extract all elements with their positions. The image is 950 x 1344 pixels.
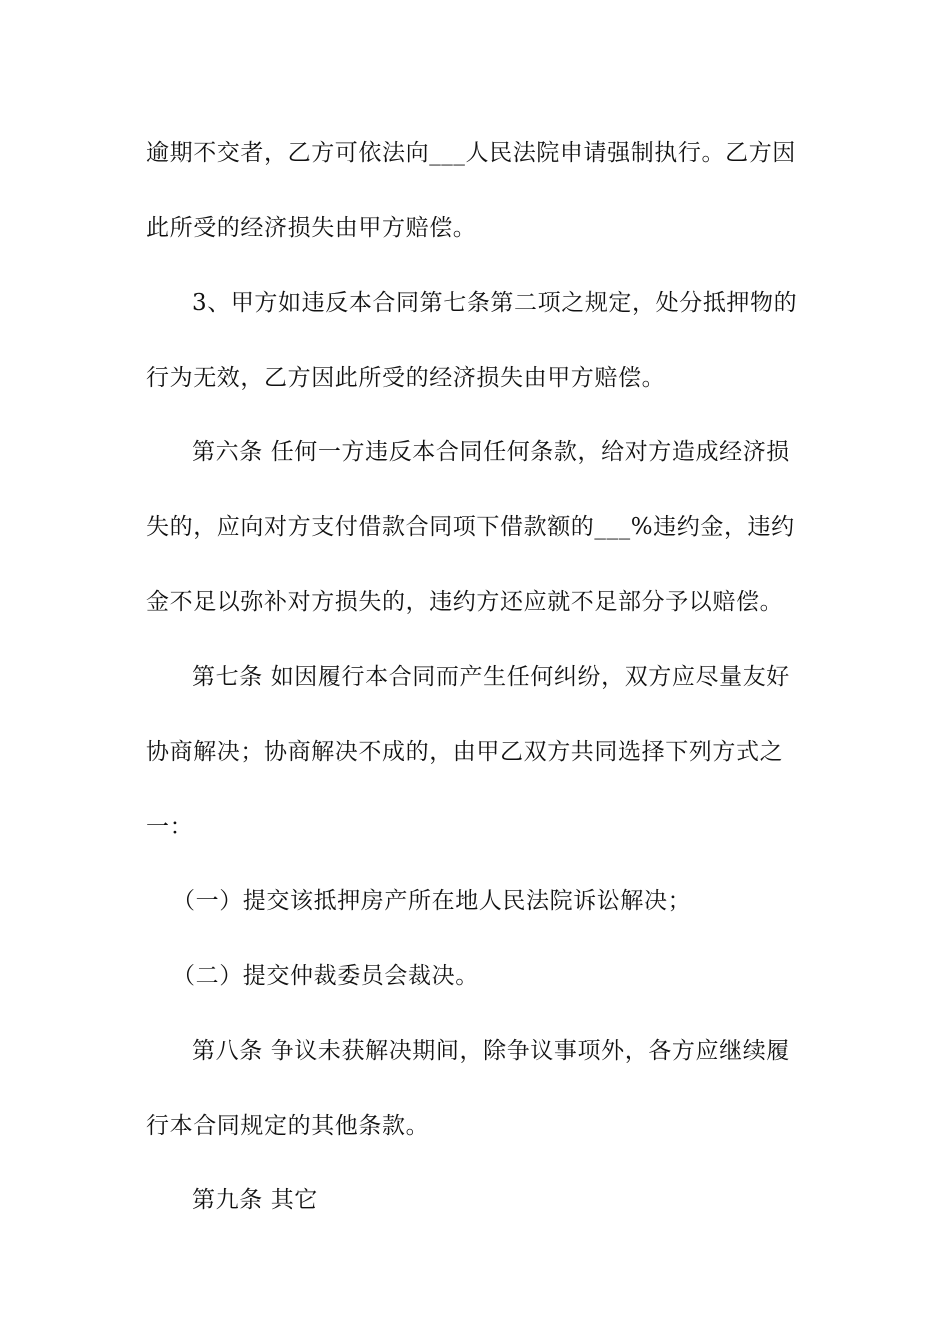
article-7-line: 第七条 如因履行本合同而产生任何纠纷，双方应尽量友好 [192, 664, 790, 690]
text-line: 一： [146, 814, 194, 840]
text-line: 3、甲方如违反本合同第七条第二项之规定，处分抵押物的 [192, 290, 798, 316]
text-line: 逾期不交者，乙方可依法向___人民法院申请强制执行。乙方因 [146, 140, 796, 166]
article-6-line: 第六条 任何一方违反本合同任何条款，给对方造成经济损 [192, 439, 790, 465]
list-item: （一）提交该抵押房产所在地人民法院诉讼解决； [172, 888, 692, 914]
list-item: （二）提交仲裁委员会裁决。 [172, 963, 479, 989]
text-line: 协商解决；协商解决不成的，由甲乙双方共同选择下列方式之 [146, 739, 784, 765]
article-8-line: 第八条 争议未获解决期间，除争议事项外，各方应继续履 [192, 1038, 790, 1064]
text-line: 行为无效，乙方因此所受的经济损失由甲方赔偿。 [146, 365, 666, 391]
text-line: 行本合同规定的其他条款。 [146, 1113, 430, 1139]
text-line: 此所受的经济损失由甲方赔偿。 [146, 215, 477, 241]
text-line: 失的，应向对方支付借款合同项下借款额的___%违约金，违约 [146, 514, 795, 540]
text-line: 金不足以弥补对方损失的，违约方还应就不足部分予以赔偿。 [146, 589, 784, 615]
article-9-heading: 第九条 其它 [192, 1187, 318, 1213]
